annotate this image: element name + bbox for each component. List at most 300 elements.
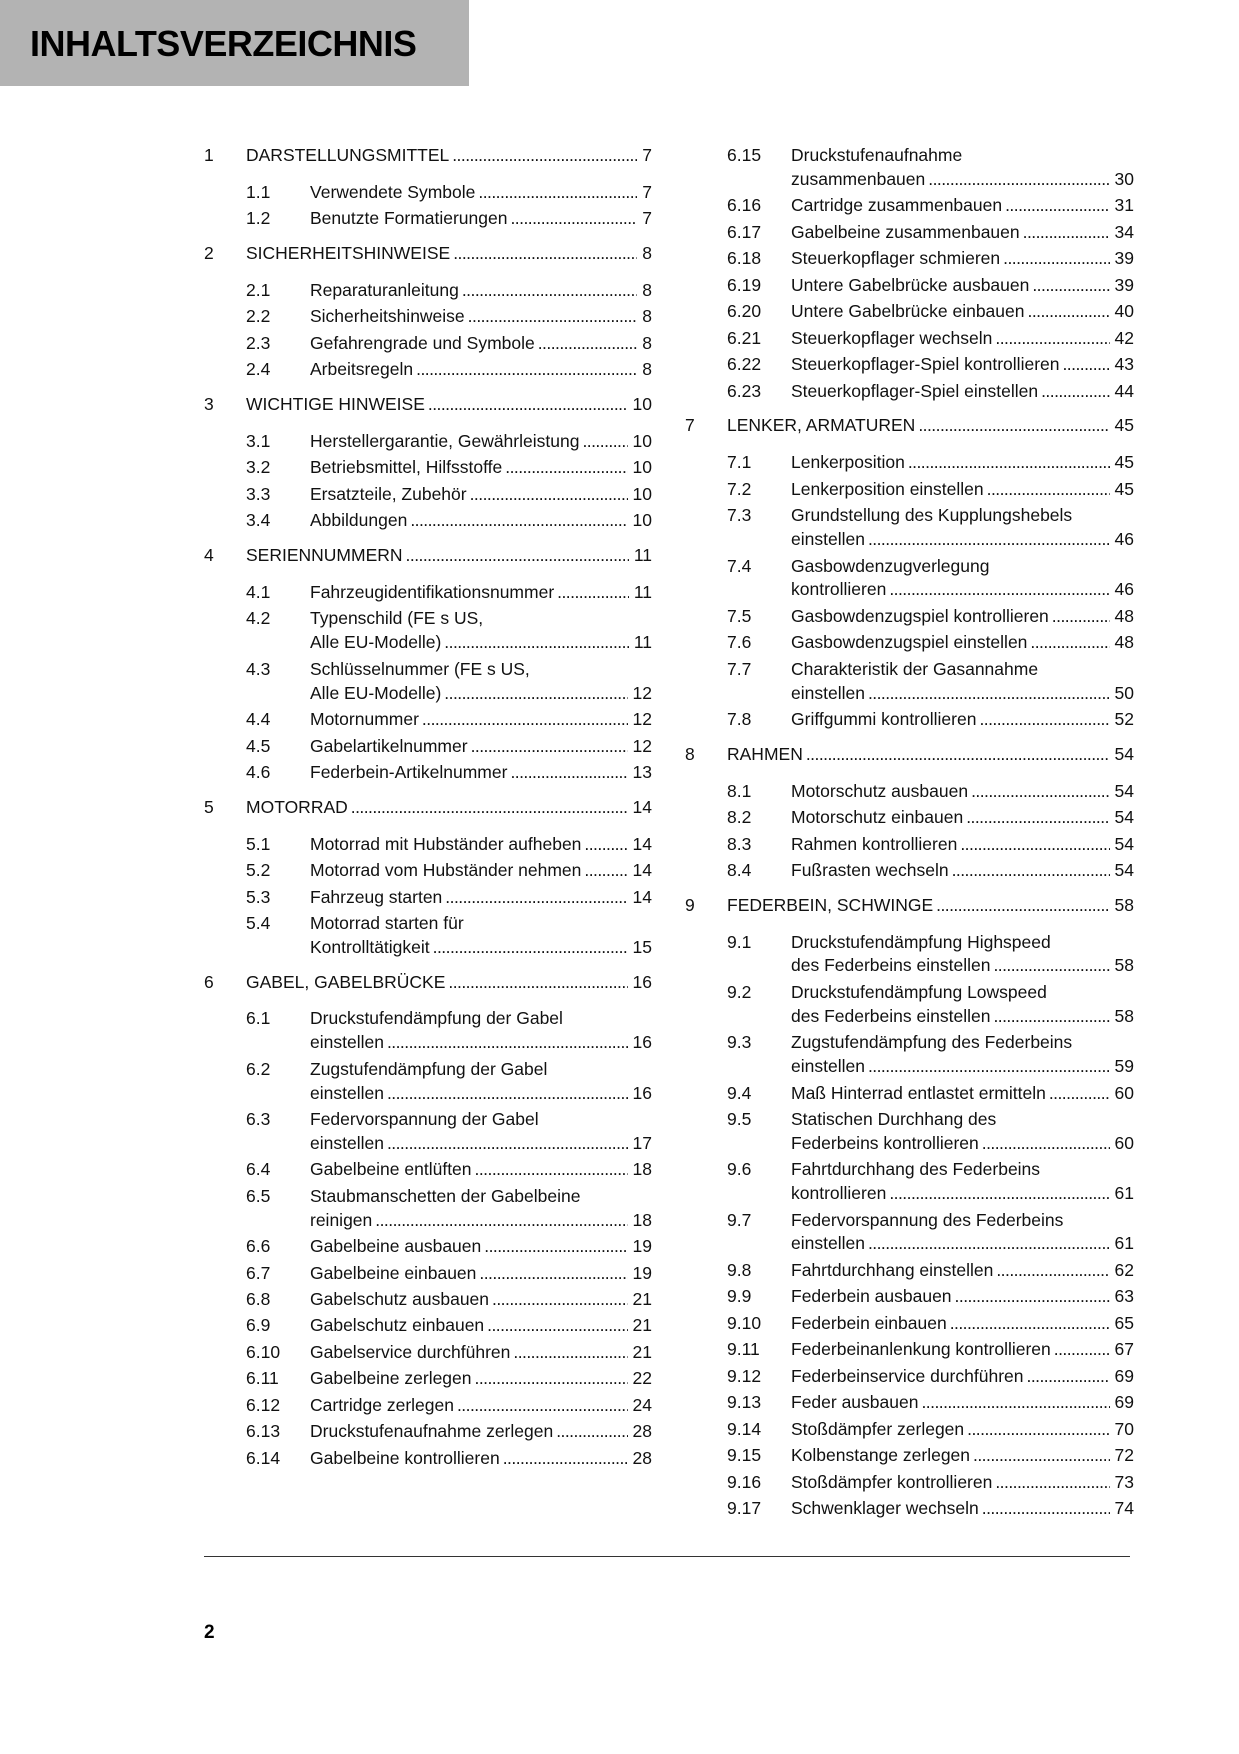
toc-entry-number: 6.5 — [246, 1185, 271, 1206]
toc-entry-number: 4.6 — [246, 761, 271, 782]
toc-entry-text — [791, 300, 1134, 324]
dot-leader — [584, 859, 627, 883]
toc-chapter-entry[interactable] — [685, 894, 1134, 918]
toc-entry-title-line: Gabelschutz einbauen — [310, 1315, 485, 1336]
dot-leader — [950, 1312, 1110, 1336]
toc-entry-title-line: Motorschutz ausbauen — [791, 780, 969, 801]
toc-page-number: 17 — [632, 1132, 652, 1153]
dot-leader — [993, 954, 1109, 978]
toc-entry-title-line: des Federbeins einstellen — [791, 1005, 991, 1026]
toc-entry-text — [310, 859, 652, 883]
toc-page-number: 14 — [632, 833, 652, 854]
dot-leader — [351, 796, 628, 820]
toc-entry-title-line: Druckstufenaufnahme — [791, 145, 963, 165]
toc-entry-text — [791, 833, 1134, 857]
toc-entry-number: 6.11 — [246, 1368, 279, 1389]
toc-entry-number: 5.1 — [246, 833, 271, 854]
toc-entry-number: 1.2 — [246, 208, 271, 229]
toc-page-number: 7 — [642, 145, 652, 165]
toc-entry-number: 6.13 — [246, 1421, 281, 1442]
toc-section-entry[interactable] — [685, 1209, 1134, 1257]
dot-leader — [952, 859, 1110, 883]
toc-entry-title-line: Druckstufenaufnahme zerlegen — [310, 1421, 554, 1442]
dot-leader — [475, 1367, 628, 1391]
toc-section-entry[interactable] — [204, 456, 652, 480]
toc-entry-title-line: Charakteristik der Gasannahme — [791, 658, 1039, 679]
toc-page-number: 52 — [1114, 709, 1134, 730]
toc-entry-title-line: Rahmen kontrollieren — [791, 833, 958, 854]
dot-leader — [584, 833, 627, 857]
toc-section-entry[interactable] — [685, 555, 1134, 603]
toc-page-number: 12 — [632, 735, 652, 756]
dot-leader — [971, 780, 1109, 804]
dot-leader — [1052, 605, 1110, 629]
toc-entry-title-line: SICHERHEITSHINWEISE — [246, 243, 451, 264]
toc-section-entry[interactable] — [204, 207, 652, 231]
toc-entry-number: 9.4 — [727, 1082, 752, 1103]
toc-entry-title-line: zusammenbauen — [791, 168, 926, 189]
toc-entry-title-line: Steuerkopflager schmieren — [791, 248, 1001, 269]
toc-section-entry[interactable] — [685, 1365, 1134, 1389]
toc-page-number: 13 — [632, 761, 652, 782]
toc-section-entry[interactable] — [685, 1471, 1134, 1495]
toc-page-number: 69 — [1114, 1365, 1134, 1386]
toc-entry-title-line: Federbeinanlenkung kontrollieren — [791, 1339, 1051, 1360]
toc-entry-title-line: Stoßdämpfer kontrollieren — [791, 1471, 993, 1492]
toc-section-entry[interactable] — [204, 886, 652, 910]
toc-entry-title-line: einstellen — [791, 682, 865, 703]
toc-chapter-entry[interactable] — [204, 544, 652, 568]
dot-leader — [982, 1132, 1110, 1156]
toc-entry-text — [791, 1471, 1134, 1495]
dot-leader — [479, 1262, 627, 1286]
dot-leader — [1049, 1082, 1110, 1106]
toc-entry-title-line: Motorrad starten für — [310, 913, 464, 934]
toc-entry-text — [791, 504, 1134, 552]
toc-entry-title-line: Federbein-Artikelnummer — [310, 761, 508, 782]
toc-section-entry[interactable] — [685, 221, 1134, 245]
toc-entry-title-line: Betriebsmittel, Hilfsstoffe — [310, 457, 503, 478]
toc-section-entry[interactable] — [204, 509, 652, 533]
toc-entry-text — [246, 393, 652, 417]
toc-entry-title-line: Abbildungen — [310, 510, 408, 531]
toc-entry-title-line: einstellen — [310, 1032, 384, 1053]
toc-entry-title-line: Alle EU-Modelle) — [310, 632, 442, 653]
toc-entry-title-line: FEDERBEIN, SCHWINGE — [727, 894, 934, 915]
dot-leader — [444, 631, 629, 655]
toc-entry-text — [310, 305, 652, 329]
toc-section-entry[interactable] — [685, 605, 1134, 629]
toc-page-number: 8 — [642, 359, 652, 380]
toc-entry-text — [310, 708, 652, 732]
toc-entry-number: 4 — [204, 545, 214, 566]
toc-section-entry[interactable] — [685, 353, 1134, 377]
toc-entry-title-line: Verwendete Symbole — [310, 181, 476, 202]
toc-entry-text — [246, 144, 652, 168]
dot-leader — [1030, 631, 1109, 655]
toc-section-entry[interactable] — [685, 274, 1134, 298]
toc-section-entry[interactable] — [204, 1235, 652, 1259]
toc-entry-title-line: Statischen Durchhang des — [791, 1109, 997, 1130]
toc-page-number: 21 — [632, 1315, 652, 1336]
toc-entry-title-line: Kolbenstange zerlegen — [791, 1445, 971, 1466]
toc-entry-text — [791, 380, 1134, 404]
dot-leader — [475, 1158, 628, 1182]
toc-section-entry[interactable] — [204, 735, 652, 759]
toc-page-number: 69 — [1114, 1392, 1134, 1413]
toc-entry-text — [791, 806, 1134, 830]
toc-section-entry[interactable] — [685, 1259, 1134, 1283]
toc-chapter-entry[interactable] — [204, 393, 652, 417]
toc-entry-title-line: des Federbeins einstellen — [791, 955, 991, 976]
toc-entry-number: 7.5 — [727, 605, 752, 626]
toc-entry-title-line: einstellen — [310, 1082, 384, 1103]
toc-entry-text — [310, 1447, 652, 1471]
toc-section-entry[interactable] — [204, 332, 652, 356]
dot-leader — [513, 1341, 627, 1365]
toc-entry-text — [310, 658, 652, 706]
toc-entry-title-line: Untere Gabelbrücke ausbauen — [791, 274, 1030, 295]
toc-section-entry[interactable] — [204, 1262, 652, 1286]
toc-entry-number: 2.1 — [246, 279, 271, 300]
toc-entry-number: 1.1 — [246, 181, 271, 202]
toc-section-entry[interactable] — [204, 1158, 652, 1182]
toc-entry-text — [791, 658, 1134, 706]
toc-entry-number: 9.8 — [727, 1259, 752, 1280]
toc-chapter-entry[interactable] — [204, 971, 652, 995]
toc-entry-title-line: MOTORRAD — [246, 796, 348, 817]
toc-entry-number: 4.5 — [246, 735, 271, 756]
toc-section-entry[interactable] — [685, 478, 1134, 502]
toc-page-number: 10 — [632, 510, 652, 531]
toc-entry-number: 2.3 — [246, 332, 271, 353]
toc-page-number: 45 — [1114, 415, 1134, 436]
toc-section-entry[interactable] — [204, 279, 652, 303]
toc-section-entry[interactable] — [685, 1444, 1134, 1468]
toc-entry-number: 8.4 — [727, 860, 752, 881]
toc-page-number: 59 — [1114, 1056, 1134, 1077]
toc-entry-text — [791, 1391, 1134, 1415]
toc-page-number: 18 — [632, 1159, 652, 1180]
toc-entry-text — [791, 555, 1134, 603]
toc-entry-title-line: Fußrasten wechseln — [791, 860, 949, 881]
toc-entry-title-line: Federbeins kontrollieren — [791, 1132, 979, 1153]
toc-page-number: 45 — [1114, 452, 1134, 473]
toc-entry-text — [727, 743, 1134, 767]
dot-leader — [582, 430, 627, 454]
toc-section-entry[interactable] — [685, 1497, 1134, 1521]
toc-section-entry[interactable] — [204, 607, 652, 655]
toc-entry-title-line: Griffgummi kontrollieren — [791, 709, 977, 730]
dot-leader — [557, 581, 629, 605]
toc-entry-number: 9.12 — [727, 1365, 762, 1386]
dot-leader — [868, 528, 1110, 552]
toc-chapter-entry[interactable] — [204, 796, 652, 820]
toc-entry-title-line: Fahrtdurchhang des Federbeins — [791, 1159, 1041, 1180]
dot-leader — [444, 682, 627, 706]
toc-entry-text — [791, 274, 1134, 298]
toc-entry-number: 6.20 — [727, 301, 762, 322]
toc-section-entry[interactable] — [685, 504, 1134, 552]
toc-page-number: 43 — [1114, 354, 1134, 375]
toc-entry-text — [727, 414, 1134, 438]
toc-chapter-entry[interactable] — [685, 743, 1134, 767]
toc-chapter-entry[interactable] — [685, 414, 1134, 438]
toc-entry-title-line: Fahrzeugidentifikationsnummer — [310, 581, 555, 602]
toc-page-number: 28 — [632, 1421, 652, 1442]
toc-page-number: 10 — [632, 457, 652, 478]
toc-page-number: 46 — [1114, 579, 1134, 600]
dot-leader — [918, 414, 1109, 438]
toc-section-entry[interactable] — [685, 380, 1134, 404]
toc-chapter-entry[interactable] — [204, 144, 652, 168]
toc-entry-title-line: DARSTELLUNGSMITTEL — [246, 145, 450, 165]
toc-entry-title-line: LENKER, ARMATUREN — [727, 415, 916, 436]
toc-entry-number: 3.2 — [246, 457, 271, 478]
toc-entry-number: 6.8 — [246, 1289, 271, 1309]
toc-section-entry[interactable] — [685, 1338, 1134, 1362]
toc-entry-text — [791, 194, 1134, 218]
toc-entry-text — [310, 1262, 652, 1286]
toc-section-entry[interactable] — [204, 658, 652, 706]
toc-page-number: 15 — [632, 936, 652, 957]
toc-column-left — [204, 144, 652, 1473]
toc-entry-title-line: Motorschutz einbauen — [791, 807, 964, 828]
toc-column-right — [685, 144, 1134, 1524]
toc-entry-title-line: Gabelartikelnummer — [310, 735, 468, 756]
toc-section-entry[interactable] — [204, 1447, 652, 1471]
toc-entry-number: 7.2 — [727, 478, 752, 499]
toc-entry-number: 6.21 — [727, 327, 762, 348]
toc-entry-number: 4.3 — [246, 658, 271, 679]
toc-section-entry[interactable] — [685, 833, 1134, 857]
toc-page-number: 8 — [642, 332, 652, 353]
toc-section-entry[interactable] — [685, 1312, 1134, 1336]
toc-entry-number: 1 — [204, 145, 214, 165]
toc-entry-number: 4.2 — [246, 608, 271, 629]
toc-entry-number: 5.2 — [246, 860, 271, 881]
toc-section-entry[interactable] — [204, 1341, 652, 1365]
toc-section-entry[interactable] — [204, 833, 652, 857]
dot-leader — [453, 242, 637, 266]
dot-leader — [889, 578, 1109, 602]
toc-page-number: 8 — [642, 279, 652, 300]
toc-section-entry[interactable] — [685, 144, 1134, 192]
toc-section-entry[interactable] — [204, 430, 652, 454]
toc-section-entry[interactable] — [204, 305, 652, 329]
toc-section-entry[interactable] — [685, 931, 1134, 979]
dot-leader — [387, 1031, 628, 1055]
toc-entry-number: 9.1 — [727, 931, 752, 952]
toc-entry-title-line: einstellen — [310, 1132, 384, 1153]
dot-leader — [387, 1082, 628, 1106]
toc-section-entry[interactable] — [685, 1391, 1134, 1415]
toc-page-number: 73 — [1114, 1471, 1134, 1492]
dot-leader — [973, 1444, 1110, 1468]
toc-section-entry[interactable] — [204, 1314, 652, 1338]
toc-section-entry[interactable] — [685, 981, 1134, 1029]
toc-section-entry[interactable] — [685, 631, 1134, 655]
toc-section-entry[interactable] — [685, 1108, 1134, 1156]
toc-section-entry[interactable] — [204, 181, 652, 205]
toc-entry-number: 9.15 — [727, 1445, 762, 1466]
toc-entry-number: 6.10 — [246, 1341, 281, 1362]
toc-entry-title-line: Motornummer — [310, 709, 419, 730]
toc-section-entry[interactable] — [685, 451, 1134, 475]
toc-entry-title-line: Gabelschutz ausbauen — [310, 1289, 490, 1309]
toc-page-number: 42 — [1114, 327, 1134, 348]
toc-section-entry[interactable] — [204, 912, 652, 960]
toc-entry-title-line: Steuerkopflager wechseln — [791, 327, 993, 348]
toc-entry-title-line: Lenkerposition einstellen — [791, 478, 984, 499]
toc-page-number: 67 — [1114, 1339, 1134, 1360]
toc-chapter-entry[interactable] — [204, 242, 652, 266]
toc-entry-text — [310, 1158, 652, 1182]
toc-page-number: 58 — [1114, 955, 1134, 976]
toc-entry-text — [791, 1209, 1134, 1257]
toc-page-number: 60 — [1114, 1082, 1134, 1103]
toc-section-entry[interactable] — [204, 708, 652, 732]
toc-entry-text — [791, 451, 1134, 475]
toc-entry-number: 9.6 — [727, 1159, 752, 1180]
toc-section-entry[interactable] — [204, 581, 652, 605]
dot-leader — [1028, 300, 1110, 324]
toc-entry-number: 9.3 — [727, 1032, 752, 1053]
toc-entry-number: 6.17 — [727, 221, 762, 242]
toc-entry-number: 6.12 — [246, 1394, 281, 1415]
footer-divider — [204, 1556, 1130, 1557]
toc-entry-text — [791, 981, 1134, 1029]
dot-leader — [445, 886, 627, 910]
toc-section-entry[interactable] — [685, 300, 1134, 324]
toc-page-number: 46 — [1114, 529, 1134, 550]
toc-section-entry[interactable] — [204, 1007, 652, 1055]
dot-leader — [484, 1235, 627, 1259]
toc-section-entry[interactable] — [685, 194, 1134, 218]
toc-entry-text — [791, 780, 1134, 804]
toc-entry-number: 6.7 — [246, 1262, 271, 1283]
toc-section-entry[interactable] — [204, 1058, 652, 1106]
toc-section-entry[interactable] — [685, 658, 1134, 706]
toc-entry-text — [791, 1031, 1134, 1079]
toc-section-entry[interactable] — [685, 1158, 1134, 1206]
toc-section-entry[interactable] — [685, 1418, 1134, 1442]
toc-entry-title-line: Zugstufendämpfung der Gabel — [310, 1058, 548, 1079]
toc-section-entry[interactable] — [685, 327, 1134, 351]
toc-entry-title-line: Steuerkopflager-Spiel kontrollieren — [791, 354, 1060, 375]
toc-entry-number: 8.3 — [727, 833, 752, 854]
toc-section-entry[interactable] — [685, 1031, 1134, 1079]
toc-entry-number: 7.8 — [727, 709, 752, 730]
toc-section-entry[interactable] — [204, 1185, 652, 1233]
toc-page-number: 39 — [1114, 274, 1134, 295]
toc-entry-title-line: Gabelbeine kontrollieren — [310, 1447, 500, 1468]
toc-entry-title-line: Fahrzeug starten — [310, 886, 443, 907]
toc-entry-text — [310, 581, 652, 605]
toc-page-number: 50 — [1114, 682, 1134, 703]
toc-entry-text — [310, 509, 652, 533]
toc-section-entry[interactable] — [685, 708, 1134, 732]
page-title: INHALTSVERZEICHNIS — [30, 23, 417, 64]
dot-leader — [468, 305, 638, 329]
toc-entry-title-line: Feder ausbauen — [791, 1392, 919, 1413]
toc-page-number: 61 — [1114, 1183, 1134, 1204]
dot-leader — [471, 735, 628, 759]
toc-entry-number: 9.11 — [727, 1339, 760, 1360]
dot-leader — [960, 833, 1109, 857]
toc-entry-number: 9.9 — [727, 1286, 752, 1307]
toc-entry-text — [310, 1058, 652, 1106]
dot-leader — [410, 509, 627, 533]
toc-entry-text — [791, 144, 1134, 192]
toc-section-entry[interactable] — [204, 1394, 652, 1418]
toc-entry-number: 6.15 — [727, 145, 762, 165]
toc-page-number: 10 — [632, 483, 652, 504]
toc-section-entry[interactable] — [685, 859, 1134, 883]
toc-entry-title-line: Federbeinservice durchführen — [791, 1365, 1024, 1386]
toc-entry-title-line: Federvorspannung der Gabel — [310, 1108, 539, 1129]
toc-section-entry[interactable] — [204, 1108, 652, 1156]
toc-entry-text — [310, 1108, 652, 1156]
toc-page-number: 62 — [1114, 1259, 1134, 1280]
toc-entry-title-line: Gabelservice durchführen — [310, 1341, 511, 1362]
toc-section-entry[interactable] — [685, 806, 1134, 830]
toc-page-number: 12 — [632, 709, 652, 730]
dot-leader — [868, 682, 1110, 706]
toc-entry-text — [791, 631, 1134, 655]
toc-section-entry[interactable] — [204, 1288, 652, 1312]
toc-section-entry[interactable] — [204, 761, 652, 785]
toc-section-entry[interactable] — [204, 1420, 652, 1444]
dot-leader — [428, 393, 628, 417]
dot-leader — [538, 332, 638, 356]
toc-entry-number: 9.16 — [727, 1471, 762, 1492]
toc-page-number: 63 — [1114, 1286, 1134, 1307]
toc-page-number: 31 — [1114, 195, 1134, 216]
toc-section-entry[interactable] — [204, 483, 652, 507]
toc-entry-title-line: Arbeitsregeln — [310, 359, 414, 380]
toc-entry-title-line: Reparaturanleitung — [310, 279, 459, 300]
toc-page-number: 7 — [642, 181, 652, 202]
toc-section-entry[interactable] — [204, 1367, 652, 1391]
toc-entry-number: 9.13 — [727, 1392, 762, 1413]
toc-section-entry[interactable] — [685, 780, 1134, 804]
toc-page-number: 11 — [633, 581, 652, 602]
toc-entry-text — [791, 1418, 1134, 1442]
toc-entry-title-line: Federvorspannung des Federbeins — [791, 1209, 1064, 1230]
dot-leader — [406, 544, 629, 568]
toc-entry-title-line: reinigen — [310, 1209, 373, 1230]
toc-page-number: 54 — [1114, 780, 1134, 801]
header-banner — [0, 0, 469, 86]
toc-entry-number: 2.2 — [246, 306, 271, 327]
toc-section-entry[interactable] — [204, 358, 652, 382]
toc-section-entry[interactable] — [685, 1082, 1134, 1106]
toc-entry-text — [791, 221, 1134, 245]
toc-page-number: 16 — [632, 1032, 652, 1053]
toc-page-number: 34 — [1114, 221, 1134, 242]
toc-entry-title-line: Gasbowdenzugspiel einstellen — [791, 632, 1028, 653]
dot-leader — [422, 708, 628, 732]
dot-leader — [457, 1394, 628, 1418]
dot-leader — [1003, 247, 1109, 271]
toc-section-entry[interactable] — [685, 1285, 1134, 1309]
toc-section-entry[interactable] — [204, 859, 652, 883]
dot-leader — [375, 1209, 627, 1233]
toc-page-number: 28 — [632, 1447, 652, 1468]
dot-leader — [470, 483, 628, 507]
toc-section-entry[interactable] — [685, 247, 1134, 271]
